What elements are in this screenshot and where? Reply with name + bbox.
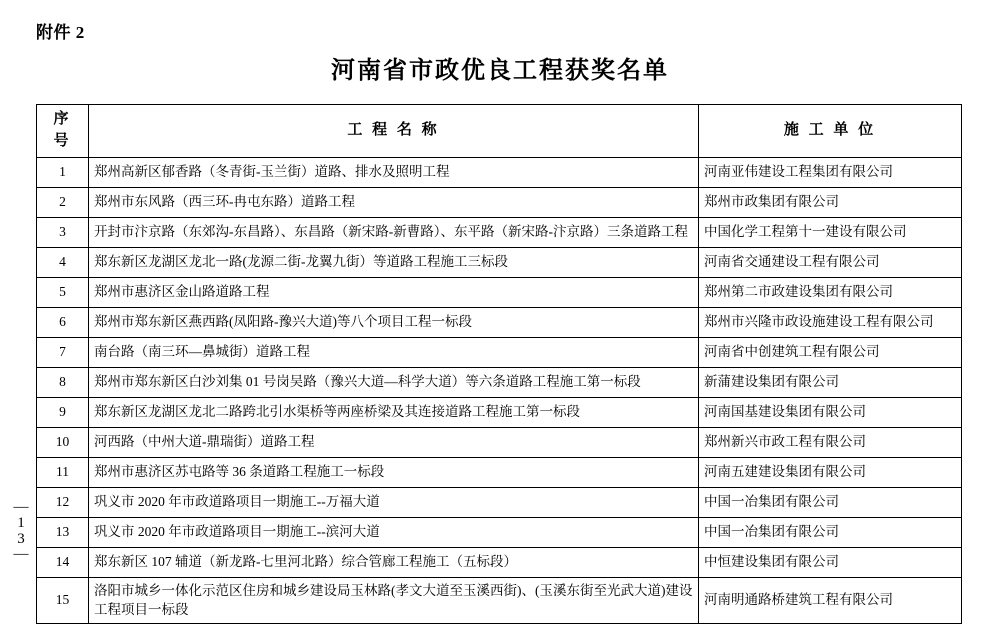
cell-construction-unit: 郑州市政集团有限公司 <box>699 187 962 217</box>
cell-project-name: 巩义市 2020 年市政道路项目一期施工--万福大道 <box>89 487 699 517</box>
table-row <box>37 457 962 487</box>
table-header <box>37 105 962 158</box>
cell-no: 3 <box>37 217 89 247</box>
cell-construction-unit: 中国一冶集团有限公司 <box>699 517 962 547</box>
table-row <box>37 337 962 367</box>
cell-construction-unit: 河南五建建设集团有限公司 <box>699 457 962 487</box>
cell-no: 10 <box>37 427 89 457</box>
cell-no: 1 <box>37 157 89 187</box>
cell-no: 2 <box>37 187 89 217</box>
cell-no: 15 <box>37 577 89 623</box>
table-body <box>37 157 962 623</box>
cell-construction-unit: 中国化学工程第十一建设有限公司 <box>699 217 962 247</box>
column-header-no: 序 号 <box>37 105 89 158</box>
table-row <box>37 487 962 517</box>
cell-construction-unit: 郑州第二市政建设集团有限公司 <box>699 277 962 307</box>
table-row <box>37 247 962 277</box>
cell-project-name: 郑州市惠济区金山路道路工程 <box>89 277 699 307</box>
cell-project-name: 开封市汴京路（东郊沟-东昌路）、东昌路（新宋路-新曹路）、东平路（新宋路-汴京路）三条道路工程 <box>89 217 699 247</box>
page-title: 河南省市政优良工程获奖名单 <box>331 58 669 84</box>
table-row <box>37 307 962 337</box>
cell-project-name: 郑东新区龙湖区龙北一路(龙源二街-龙翼九街）等道路工程施工三标段 <box>89 247 699 277</box>
table-row <box>37 277 962 307</box>
cell-project-name: 郑州市惠济区苏屯路等 36 条道路工程施工一标段 <box>89 457 699 487</box>
cell-no: 12 <box>37 487 89 517</box>
award-list-table <box>36 104 962 624</box>
cell-project-name: 郑州高新区郁香路（冬青街-玉兰街）道路、排水及照明工程 <box>89 157 699 187</box>
cell-project-name: 郑州市东风路（西三环-冉屯东路）道路工程 <box>89 187 699 217</box>
cell-construction-unit: 中国一冶集团有限公司 <box>699 487 962 517</box>
cell-construction-unit: 郑州市兴隆市政设施建设工程有限公司 <box>699 307 962 337</box>
cell-construction-unit: 河南亚伟建设工程集团有限公司 <box>699 157 962 187</box>
cell-no: 9 <box>37 397 89 427</box>
cell-project-name: 郑东新区 107 辅道（新龙路-七里河北路）综合管廊工程施工（五标段） <box>89 547 699 577</box>
column-header-project: 工 程 名 称 <box>89 105 699 158</box>
table-header-row <box>37 105 962 158</box>
cell-project-name: 洛阳市城乡一体化示范区住房和城乡建设局玉林路(孝文大道至玉溪西街)、(玉溪东街至光武大道)建设工程项目一标段 <box>89 577 699 623</box>
cell-construction-unit: 中恒建设集团有限公司 <box>699 547 962 577</box>
cell-no: 6 <box>37 307 89 337</box>
table-row <box>37 217 962 247</box>
table-row <box>37 547 962 577</box>
attachment-label: 附件 2 <box>36 23 85 42</box>
cell-construction-unit: 新蒲建设集团有限公司 <box>699 367 962 397</box>
cell-construction-unit: 河南明通路桥建筑工程有限公司 <box>699 577 962 623</box>
cell-construction-unit: 河南省中创建筑工程有限公司 <box>699 337 962 367</box>
cell-project-name: 巩义市 2020 年市政道路项目一期施工--滨河大道 <box>89 517 699 547</box>
cell-no: 5 <box>37 277 89 307</box>
cell-project-name: 郑州市郑东新区燕西路(凤阳路-豫兴大道)等八个项目工程一标段 <box>89 307 699 337</box>
side-page-number-char-0: — <box>13 499 29 515</box>
cell-no: 4 <box>37 247 89 277</box>
side-page-number-char-1: 1 <box>17 514 25 531</box>
cell-no: 11 <box>37 457 89 487</box>
table-row <box>37 517 962 547</box>
cell-no: 14 <box>37 547 89 577</box>
cell-project-name: 郑东新区龙湖区龙北二路跨北引水渠桥等两座桥梁及其连接道路工程施工第一标段 <box>89 397 699 427</box>
table-row <box>37 427 962 457</box>
table-row <box>37 397 962 427</box>
cell-no: 8 <box>37 367 89 397</box>
cell-project-name: 郑州市郑东新区白沙刘集 01 号岗吴路（豫兴大道—科学大道）等六条道路工程施工第一标段 <box>89 367 699 397</box>
side-page-number <box>8 500 34 563</box>
cell-project-name: 河西路（中州大道-鼎瑞街）道路工程 <box>89 427 699 457</box>
side-page-number-char-2: 3 <box>17 530 25 547</box>
cell-project-name: 南台路（南三环—鼻城街）道路工程 <box>89 337 699 367</box>
side-page-number-char-3: — <box>13 546 29 563</box>
table-row <box>37 157 962 187</box>
table-row <box>37 577 962 623</box>
cell-no: 13 <box>37 517 89 547</box>
cell-construction-unit: 河南国基建设集团有限公司 <box>699 397 962 427</box>
table-row <box>37 187 962 217</box>
cell-construction-unit: 郑州新兴市政工程有限公司 <box>699 427 962 457</box>
cell-no: 7 <box>37 337 89 367</box>
column-header-unit: 施 工 单 位 <box>699 105 962 158</box>
cell-construction-unit: 河南省交通建设工程有限公司 <box>699 247 962 277</box>
table-row <box>37 367 962 397</box>
